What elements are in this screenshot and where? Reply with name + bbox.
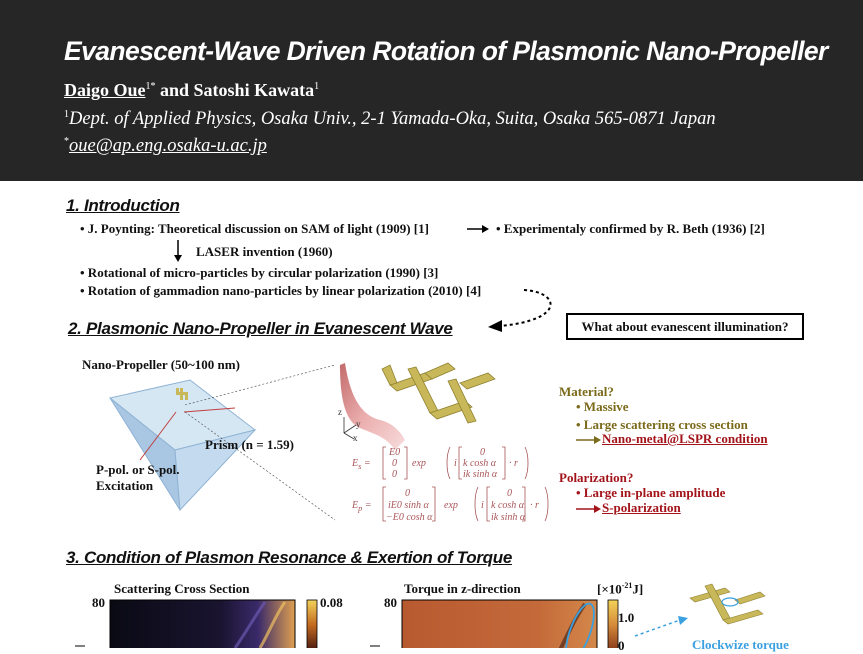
eq-p-sub: p <box>358 504 363 513</box>
intro-heading: 1. Introduction <box>66 196 180 215</box>
excitation-line2: Excitation <box>96 478 154 493</box>
material-result: Nano-metal@LSPR condition <box>602 431 768 446</box>
eq-p-vec-2: −E0 cosh α <box>386 512 433 523</box>
polarization-result: S-polarization <box>602 500 681 515</box>
torque-heatmap <box>370 596 620 648</box>
eq-p-lhs <box>352 500 372 513</box>
eq-s-kvec-2: ik sinh α <box>463 469 498 480</box>
eq-p-i: i <box>481 500 484 511</box>
question-box: What about evanescent illumination? <box>566 313 804 340</box>
eq-p-exp: exp <box>444 500 458 511</box>
chart2-title: Torque in z-direction <box>404 581 521 596</box>
chart2-cbar-tick0: 0 <box>618 638 625 653</box>
eq-p-vec-1: iE0 sinh α <box>388 500 429 511</box>
chart2-ytick-top: 80 <box>384 595 397 610</box>
nano-propeller-label: Nano-Propeller (50~100 nm) <box>82 357 240 372</box>
prism-label: Prism (n = 1.59) <box>205 437 295 452</box>
polarization-bullet-1: • Large in-plane amplitude <box>576 485 726 500</box>
material-bullet-2: • Large scattering cross section <box>576 417 748 432</box>
scattering-heatmap <box>75 596 325 648</box>
intro-bullet-3: • Rotation of gammadion nano-particles by linear polarization (2010) [4] <box>80 283 482 298</box>
material-bullet-1: • Massive <box>576 399 629 414</box>
eq-p-vec-0: 0 <box>405 488 410 499</box>
author-2: Satoshi Kawata <box>193 80 315 100</box>
right-arrow-icon <box>466 222 490 236</box>
eq-s-lhs <box>352 458 371 471</box>
eq-s-equals: = <box>363 458 371 469</box>
axis-y-label: y <box>356 419 361 429</box>
chart2-cbar-tick1: 1.0 <box>618 610 635 625</box>
propeller-large-icon <box>382 363 495 423</box>
affil-sup: 1 <box>64 109 69 120</box>
intro-bullet-1-right: • Experimentaly confirmed by R. Beth (1936) [2] <box>496 221 765 236</box>
author-1: Daigo Oue <box>64 80 146 100</box>
eq-p-kvec-2: ik sinh α <box>491 512 526 523</box>
eq-s-i: i <box>454 458 457 469</box>
excitation-line1: P-pol. or S-pol. <box>96 462 180 477</box>
down-arrow-icon <box>171 239 185 263</box>
affiliation-text: Dept. of Applied Physics, Osaka Univ., 2-1 Yamada-Oka, Suita, Osaka 565-0871 Japan <box>69 109 716 130</box>
author-join: and <box>155 80 194 100</box>
section3-heading: 3. Condition of Plasmon Resonance & Exertion of Torque <box>66 548 512 567</box>
cbar-unit-base: [×10 <box>597 581 622 597</box>
cbar-unit-exp: -21 <box>621 581 633 590</box>
axis-x-label: x <box>353 433 358 443</box>
clockwise-torque-label: Clockwize torque <box>692 637 789 652</box>
intro-bullet-2: • Rotational of micro-particles by circular polarization (1990) [3] <box>80 265 439 280</box>
chart1-cbar-max: 0.08 <box>320 595 343 610</box>
intro-bullet-1: • J. Poynting: Theoretical discussion on SAM of light (1909) [1] <box>80 221 429 236</box>
chart1-title: Scattering Cross Section <box>114 581 250 596</box>
eq-s-sub: s <box>358 462 362 471</box>
chart1-ytick-top: 80 <box>92 595 105 610</box>
eq-s-vec-0: E0 <box>389 447 401 458</box>
laser-invention: LASER invention (1960) <box>196 244 333 259</box>
cbar-unit-end: J] <box>632 581 644 597</box>
eq-s-exp: exp <box>412 458 426 469</box>
email-line <box>64 136 267 157</box>
affiliation <box>64 109 716 130</box>
eq-p-kvec-1: k cosh α <box>491 500 525 511</box>
eq-p-kvec-0: 0 <box>507 488 512 499</box>
polarization-heading: Polarization? <box>559 470 634 485</box>
eq-s-vec-1: 0 <box>392 458 397 469</box>
email-link[interactable]: oue@ap.eng.osaka-u.ac.jp <box>69 136 267 157</box>
eq-s-kvec-0: 0 <box>480 447 485 458</box>
material-heading: Material? <box>559 384 614 399</box>
eq-p-E: E <box>352 500 359 511</box>
poster-header <box>0 0 863 181</box>
author-2-sup: 1 <box>314 81 320 92</box>
material-arrow-icon <box>576 434 602 446</box>
eq-s-r: · r <box>509 458 518 469</box>
author-line <box>64 80 319 101</box>
section2-heading: 2. Plasmonic Nano-Propeller in Evanescent Wave <box>68 319 453 338</box>
eq-s-E: E <box>352 458 359 469</box>
dotted-curve-arrow-icon <box>480 284 570 334</box>
eq-p-equals: = <box>364 500 372 511</box>
axis-z-label: z <box>338 407 342 417</box>
eq-s-vec-2: 0 <box>392 469 397 480</box>
polarization-arrow-icon <box>576 503 602 515</box>
author-1-sup: 1* <box>145 81 156 92</box>
eq-p-r: · r <box>530 500 539 511</box>
poster-title: Evanescent-Wave Driven Rotation of Plasmonic Nano-Propeller <box>64 36 828 66</box>
eq-s-kvec-1: k cosh α <box>463 458 497 469</box>
email-sup: * <box>64 136 69 147</box>
